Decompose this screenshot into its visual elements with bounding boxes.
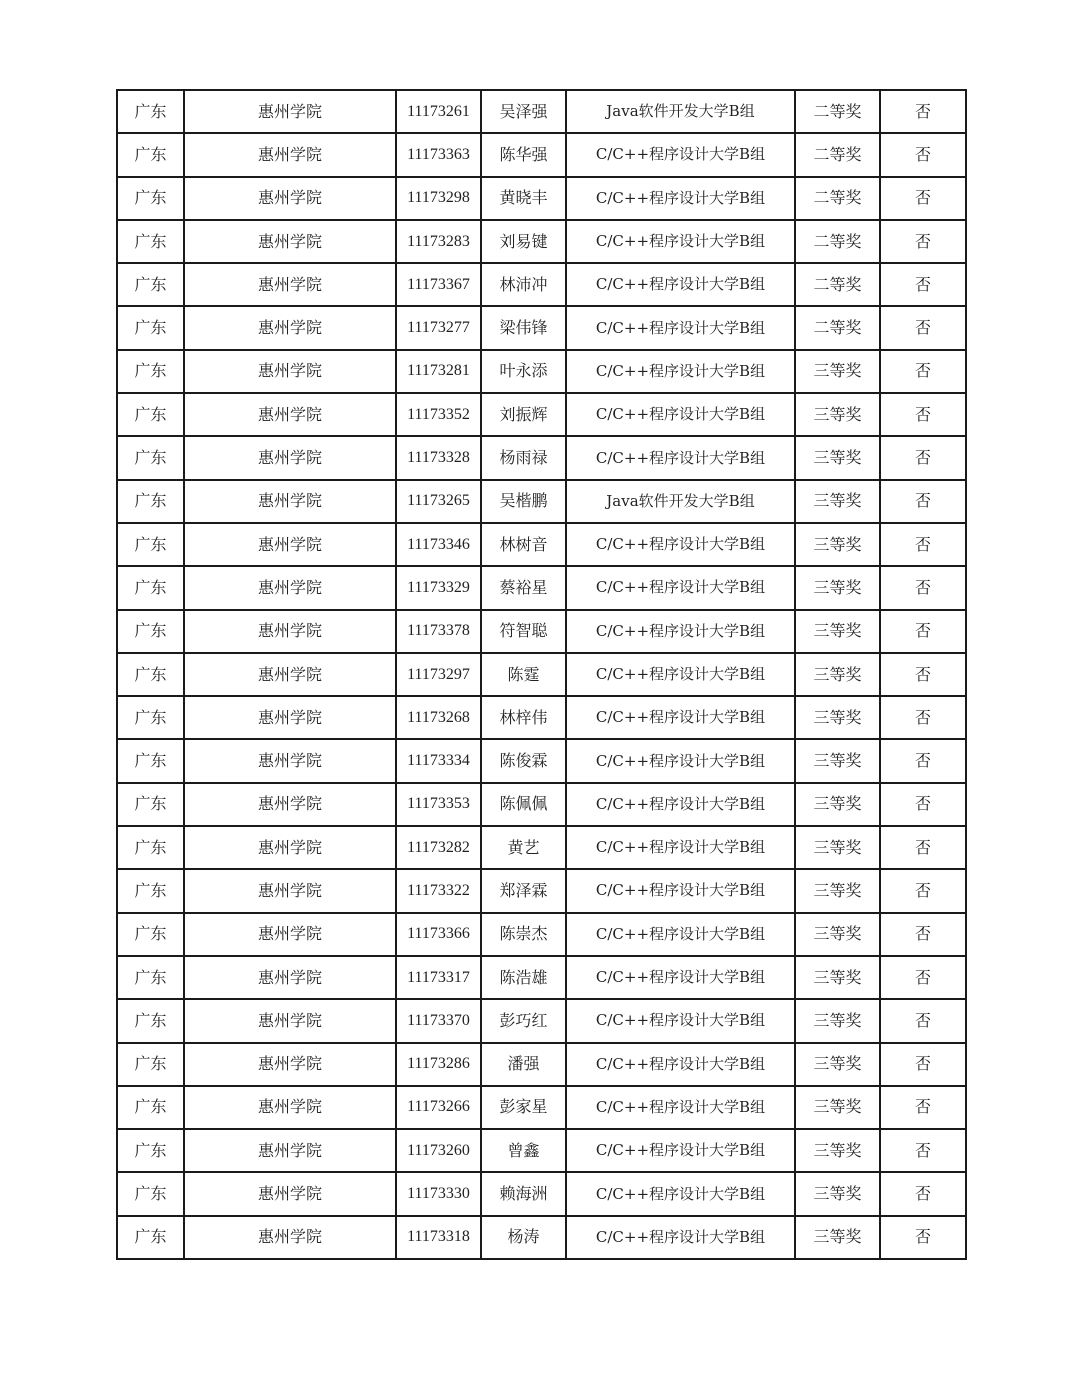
school-cell: 惠州学院	[184, 220, 396, 263]
school-cell: 惠州学院	[184, 999, 396, 1042]
flag-cell: 否	[880, 653, 966, 696]
province-cell: 广东	[117, 566, 184, 609]
competition-cell: C/C++程序设计大学B组	[566, 177, 795, 220]
student-id-cell: 11173329	[396, 566, 481, 609]
province-cell: 广东	[117, 1043, 184, 1086]
flag-cell: 否	[880, 1129, 966, 1172]
province-cell: 广东	[117, 393, 184, 436]
province-cell: 广东	[117, 999, 184, 1042]
competition-cell: C/C++程序设计大学B组	[566, 566, 795, 609]
flag-cell: 否	[880, 523, 966, 566]
award-cell: 三等奖	[795, 913, 880, 956]
province-cell: 广东	[117, 826, 184, 869]
flag-cell: 否	[880, 783, 966, 826]
award-cell: 三等奖	[795, 480, 880, 523]
province-cell: 广东	[117, 653, 184, 696]
student-id-cell: 11173282	[396, 826, 481, 869]
school-cell: 惠州学院	[184, 263, 396, 306]
school-cell: 惠州学院	[184, 393, 396, 436]
flag-cell: 否	[880, 263, 966, 306]
competition-cell: C/C++程序设计大学B组	[566, 1216, 795, 1259]
student-id-cell: 11173352	[396, 393, 481, 436]
school-cell: 惠州学院	[184, 1086, 396, 1129]
school-cell: 惠州学院	[184, 523, 396, 566]
table-row	[117, 956, 966, 999]
award-cell: 二等奖	[795, 306, 880, 349]
school-cell: 惠州学院	[184, 566, 396, 609]
student-id-cell: 11173317	[396, 956, 481, 999]
student-name-cell: 吴泽强	[481, 90, 566, 133]
province-cell: 广东	[117, 739, 184, 782]
school-cell: 惠州学院	[184, 869, 396, 912]
competition-cell: C/C++程序设计大学B组	[566, 1043, 795, 1086]
award-cell: 三等奖	[795, 1216, 880, 1259]
student-name-cell: 吴楷鹏	[481, 480, 566, 523]
table-row	[117, 826, 966, 869]
province-cell: 广东	[117, 1172, 184, 1215]
competition-cell: C/C++程序设计大学B组	[566, 220, 795, 263]
table-row	[117, 1043, 966, 1086]
student-name-cell: 陈浩雄	[481, 956, 566, 999]
school-cell: 惠州学院	[184, 90, 396, 133]
flag-cell: 否	[880, 999, 966, 1042]
award-cell: 三等奖	[795, 869, 880, 912]
competition-cell: Java软件开发大学B组	[566, 90, 795, 133]
award-cell: 三等奖	[795, 350, 880, 393]
student-name-cell: 杨涛	[481, 1216, 566, 1259]
school-cell: 惠州学院	[184, 1043, 396, 1086]
award-cell: 三等奖	[795, 1086, 880, 1129]
student-name-cell: 刘易键	[481, 220, 566, 263]
student-id-cell: 11173330	[396, 1172, 481, 1215]
province-cell: 广东	[117, 90, 184, 133]
competition-cell: C/C++程序设计大学B组	[566, 913, 795, 956]
competition-cell: C/C++程序设计大学B组	[566, 783, 795, 826]
school-cell: 惠州学院	[184, 480, 396, 523]
student-name-cell: 陈华强	[481, 133, 566, 176]
student-name-cell: 梁伟锋	[481, 306, 566, 349]
table-row	[117, 1216, 966, 1259]
flag-cell: 否	[880, 220, 966, 263]
student-name-cell: 陈霆	[481, 653, 566, 696]
award-cell: 三等奖	[795, 999, 880, 1042]
student-name-cell: 潘强	[481, 1043, 566, 1086]
student-id-cell: 11173378	[396, 610, 481, 653]
student-id-cell: 11173353	[396, 783, 481, 826]
competition-cell: C/C++程序设计大学B组	[566, 826, 795, 869]
competition-cell: C/C++程序设计大学B组	[566, 523, 795, 566]
student-id-cell: 11173286	[396, 1043, 481, 1086]
table-row	[117, 220, 966, 263]
student-name-cell: 刘振辉	[481, 393, 566, 436]
student-name-cell: 杨雨禄	[481, 436, 566, 479]
province-cell: 广东	[117, 913, 184, 956]
student-id-cell: 11173298	[396, 177, 481, 220]
student-id-cell: 11173283	[396, 220, 481, 263]
school-cell: 惠州学院	[184, 306, 396, 349]
award-cell: 三等奖	[795, 566, 880, 609]
award-cell: 三等奖	[795, 610, 880, 653]
student-id-cell: 11173266	[396, 1086, 481, 1129]
student-id-cell: 11173363	[396, 133, 481, 176]
student-id-cell: 11173370	[396, 999, 481, 1042]
flag-cell: 否	[880, 696, 966, 739]
student-name-cell: 黄艺	[481, 826, 566, 869]
student-name-cell: 陈俊霖	[481, 739, 566, 782]
competition-cell: C/C++程序设计大学B组	[566, 393, 795, 436]
province-cell: 广东	[117, 220, 184, 263]
competition-cell: Java软件开发大学B组	[566, 480, 795, 523]
table-row	[117, 653, 966, 696]
award-cell: 三等奖	[795, 783, 880, 826]
award-cell: 三等奖	[795, 1172, 880, 1215]
student-name-cell: 符智聪	[481, 610, 566, 653]
school-cell: 惠州学院	[184, 436, 396, 479]
school-cell: 惠州学院	[184, 653, 396, 696]
student-id-cell: 11173261	[396, 90, 481, 133]
student-id-cell: 11173268	[396, 696, 481, 739]
flag-cell: 否	[880, 350, 966, 393]
flag-cell: 否	[880, 1172, 966, 1215]
table-row	[117, 1129, 966, 1172]
flag-cell: 否	[880, 306, 966, 349]
province-cell: 广东	[117, 306, 184, 349]
competition-cell: C/C++程序设计大学B组	[566, 306, 795, 349]
school-cell: 惠州学院	[184, 913, 396, 956]
school-cell: 惠州学院	[184, 739, 396, 782]
competition-cell: C/C++程序设计大学B组	[566, 1172, 795, 1215]
award-cell: 三等奖	[795, 739, 880, 782]
award-cell: 二等奖	[795, 220, 880, 263]
province-cell: 广东	[117, 1129, 184, 1172]
student-name-cell: 蔡裕星	[481, 566, 566, 609]
student-id-cell: 11173334	[396, 739, 481, 782]
flag-cell: 否	[880, 956, 966, 999]
award-cell: 三等奖	[795, 1043, 880, 1086]
school-cell: 惠州学院	[184, 696, 396, 739]
student-id-cell: 11173367	[396, 263, 481, 306]
flag-cell: 否	[880, 869, 966, 912]
student-name-cell: 林树音	[481, 523, 566, 566]
school-cell: 惠州学院	[184, 826, 396, 869]
student-id-cell: 11173328	[396, 436, 481, 479]
table-row	[117, 393, 966, 436]
competition-cell: C/C++程序设计大学B组	[566, 696, 795, 739]
table-row	[117, 436, 966, 479]
student-name-cell: 黄晓丰	[481, 177, 566, 220]
table-row	[117, 90, 966, 133]
province-cell: 广东	[117, 177, 184, 220]
flag-cell: 否	[880, 133, 966, 176]
province-cell: 广东	[117, 1086, 184, 1129]
award-cell: 三等奖	[795, 826, 880, 869]
province-cell: 广东	[117, 263, 184, 306]
student-name-cell: 赖海洲	[481, 1172, 566, 1215]
school-cell: 惠州学院	[184, 133, 396, 176]
table-row	[117, 869, 966, 912]
province-cell: 广东	[117, 436, 184, 479]
table-row	[117, 1086, 966, 1129]
province-cell: 广东	[117, 350, 184, 393]
student-id-cell: 11173366	[396, 913, 481, 956]
table-row	[117, 566, 966, 609]
student-id-cell: 11173265	[396, 480, 481, 523]
award-cell: 三等奖	[795, 653, 880, 696]
flag-cell: 否	[880, 177, 966, 220]
province-cell: 广东	[117, 480, 184, 523]
table-row	[117, 177, 966, 220]
student-name-cell: 林梓伟	[481, 696, 566, 739]
student-id-cell: 11173322	[396, 869, 481, 912]
competition-cell: C/C++程序设计大学B组	[566, 999, 795, 1042]
table-row	[117, 133, 966, 176]
school-cell: 惠州学院	[184, 610, 396, 653]
school-cell: 惠州学院	[184, 1129, 396, 1172]
flag-cell: 否	[880, 826, 966, 869]
student-name-cell: 彭家星	[481, 1086, 566, 1129]
competition-cell: C/C++程序设计大学B组	[566, 956, 795, 999]
table-row	[117, 523, 966, 566]
award-cell: 三等奖	[795, 523, 880, 566]
competition-cell: C/C++程序设计大学B组	[566, 1086, 795, 1129]
school-cell: 惠州学院	[184, 783, 396, 826]
student-id-cell: 11173260	[396, 1129, 481, 1172]
province-cell: 广东	[117, 523, 184, 566]
award-cell: 三等奖	[795, 393, 880, 436]
flag-cell: 否	[880, 1043, 966, 1086]
province-cell: 广东	[117, 869, 184, 912]
school-cell: 惠州学院	[184, 956, 396, 999]
student-name-cell: 陈佩佩	[481, 783, 566, 826]
province-cell: 广东	[117, 1216, 184, 1259]
award-cell: 三等奖	[795, 696, 880, 739]
province-cell: 广东	[117, 610, 184, 653]
flag-cell: 否	[880, 739, 966, 782]
table-row	[117, 999, 966, 1042]
student-id-cell: 11173318	[396, 1216, 481, 1259]
province-cell: 广东	[117, 696, 184, 739]
competition-cell: C/C++程序设计大学B组	[566, 869, 795, 912]
table-row	[117, 783, 966, 826]
flag-cell: 否	[880, 90, 966, 133]
award-cell: 二等奖	[795, 263, 880, 306]
student-id-cell: 11173277	[396, 306, 481, 349]
award-cell: 二等奖	[795, 90, 880, 133]
flag-cell: 否	[880, 1216, 966, 1259]
award-cell: 二等奖	[795, 177, 880, 220]
student-name-cell: 陈崇杰	[481, 913, 566, 956]
competition-cell: C/C++程序设计大学B组	[566, 263, 795, 306]
student-name-cell: 曾鑫	[481, 1129, 566, 1172]
table-row	[117, 696, 966, 739]
student-name-cell: 叶永添	[481, 350, 566, 393]
competition-cell: C/C++程序设计大学B组	[566, 133, 795, 176]
results-table	[116, 89, 967, 1260]
flag-cell: 否	[880, 913, 966, 956]
table-row	[117, 610, 966, 653]
province-cell: 广东	[117, 133, 184, 176]
table-row	[117, 263, 966, 306]
table-row	[117, 1172, 966, 1215]
flag-cell: 否	[880, 566, 966, 609]
table-row	[117, 350, 966, 393]
school-cell: 惠州学院	[184, 177, 396, 220]
table-row	[117, 913, 966, 956]
flag-cell: 否	[880, 1086, 966, 1129]
school-cell: 惠州学院	[184, 1172, 396, 1215]
student-id-cell: 11173281	[396, 350, 481, 393]
award-cell: 二等奖	[795, 133, 880, 176]
province-cell: 广东	[117, 783, 184, 826]
student-name-cell: 郑泽霖	[481, 869, 566, 912]
school-cell: 惠州学院	[184, 350, 396, 393]
student-name-cell: 彭巧红	[481, 999, 566, 1042]
table-row	[117, 306, 966, 349]
competition-cell: C/C++程序设计大学B组	[566, 1129, 795, 1172]
table-row	[117, 739, 966, 782]
school-cell: 惠州学院	[184, 1216, 396, 1259]
competition-cell: C/C++程序设计大学B组	[566, 350, 795, 393]
student-id-cell: 11173346	[396, 523, 481, 566]
province-cell: 广东	[117, 956, 184, 999]
student-id-cell: 11173297	[396, 653, 481, 696]
award-cell: 三等奖	[795, 1129, 880, 1172]
competition-cell: C/C++程序设计大学B组	[566, 739, 795, 782]
flag-cell: 否	[880, 436, 966, 479]
results-table-body	[117, 90, 966, 1259]
award-cell: 三等奖	[795, 956, 880, 999]
flag-cell: 否	[880, 610, 966, 653]
flag-cell: 否	[880, 480, 966, 523]
flag-cell: 否	[880, 393, 966, 436]
competition-cell: C/C++程序设计大学B组	[566, 436, 795, 479]
competition-cell: C/C++程序设计大学B组	[566, 610, 795, 653]
table-row	[117, 480, 966, 523]
student-name-cell: 林沛冲	[481, 263, 566, 306]
award-cell: 三等奖	[795, 436, 880, 479]
competition-cell: C/C++程序设计大学B组	[566, 653, 795, 696]
